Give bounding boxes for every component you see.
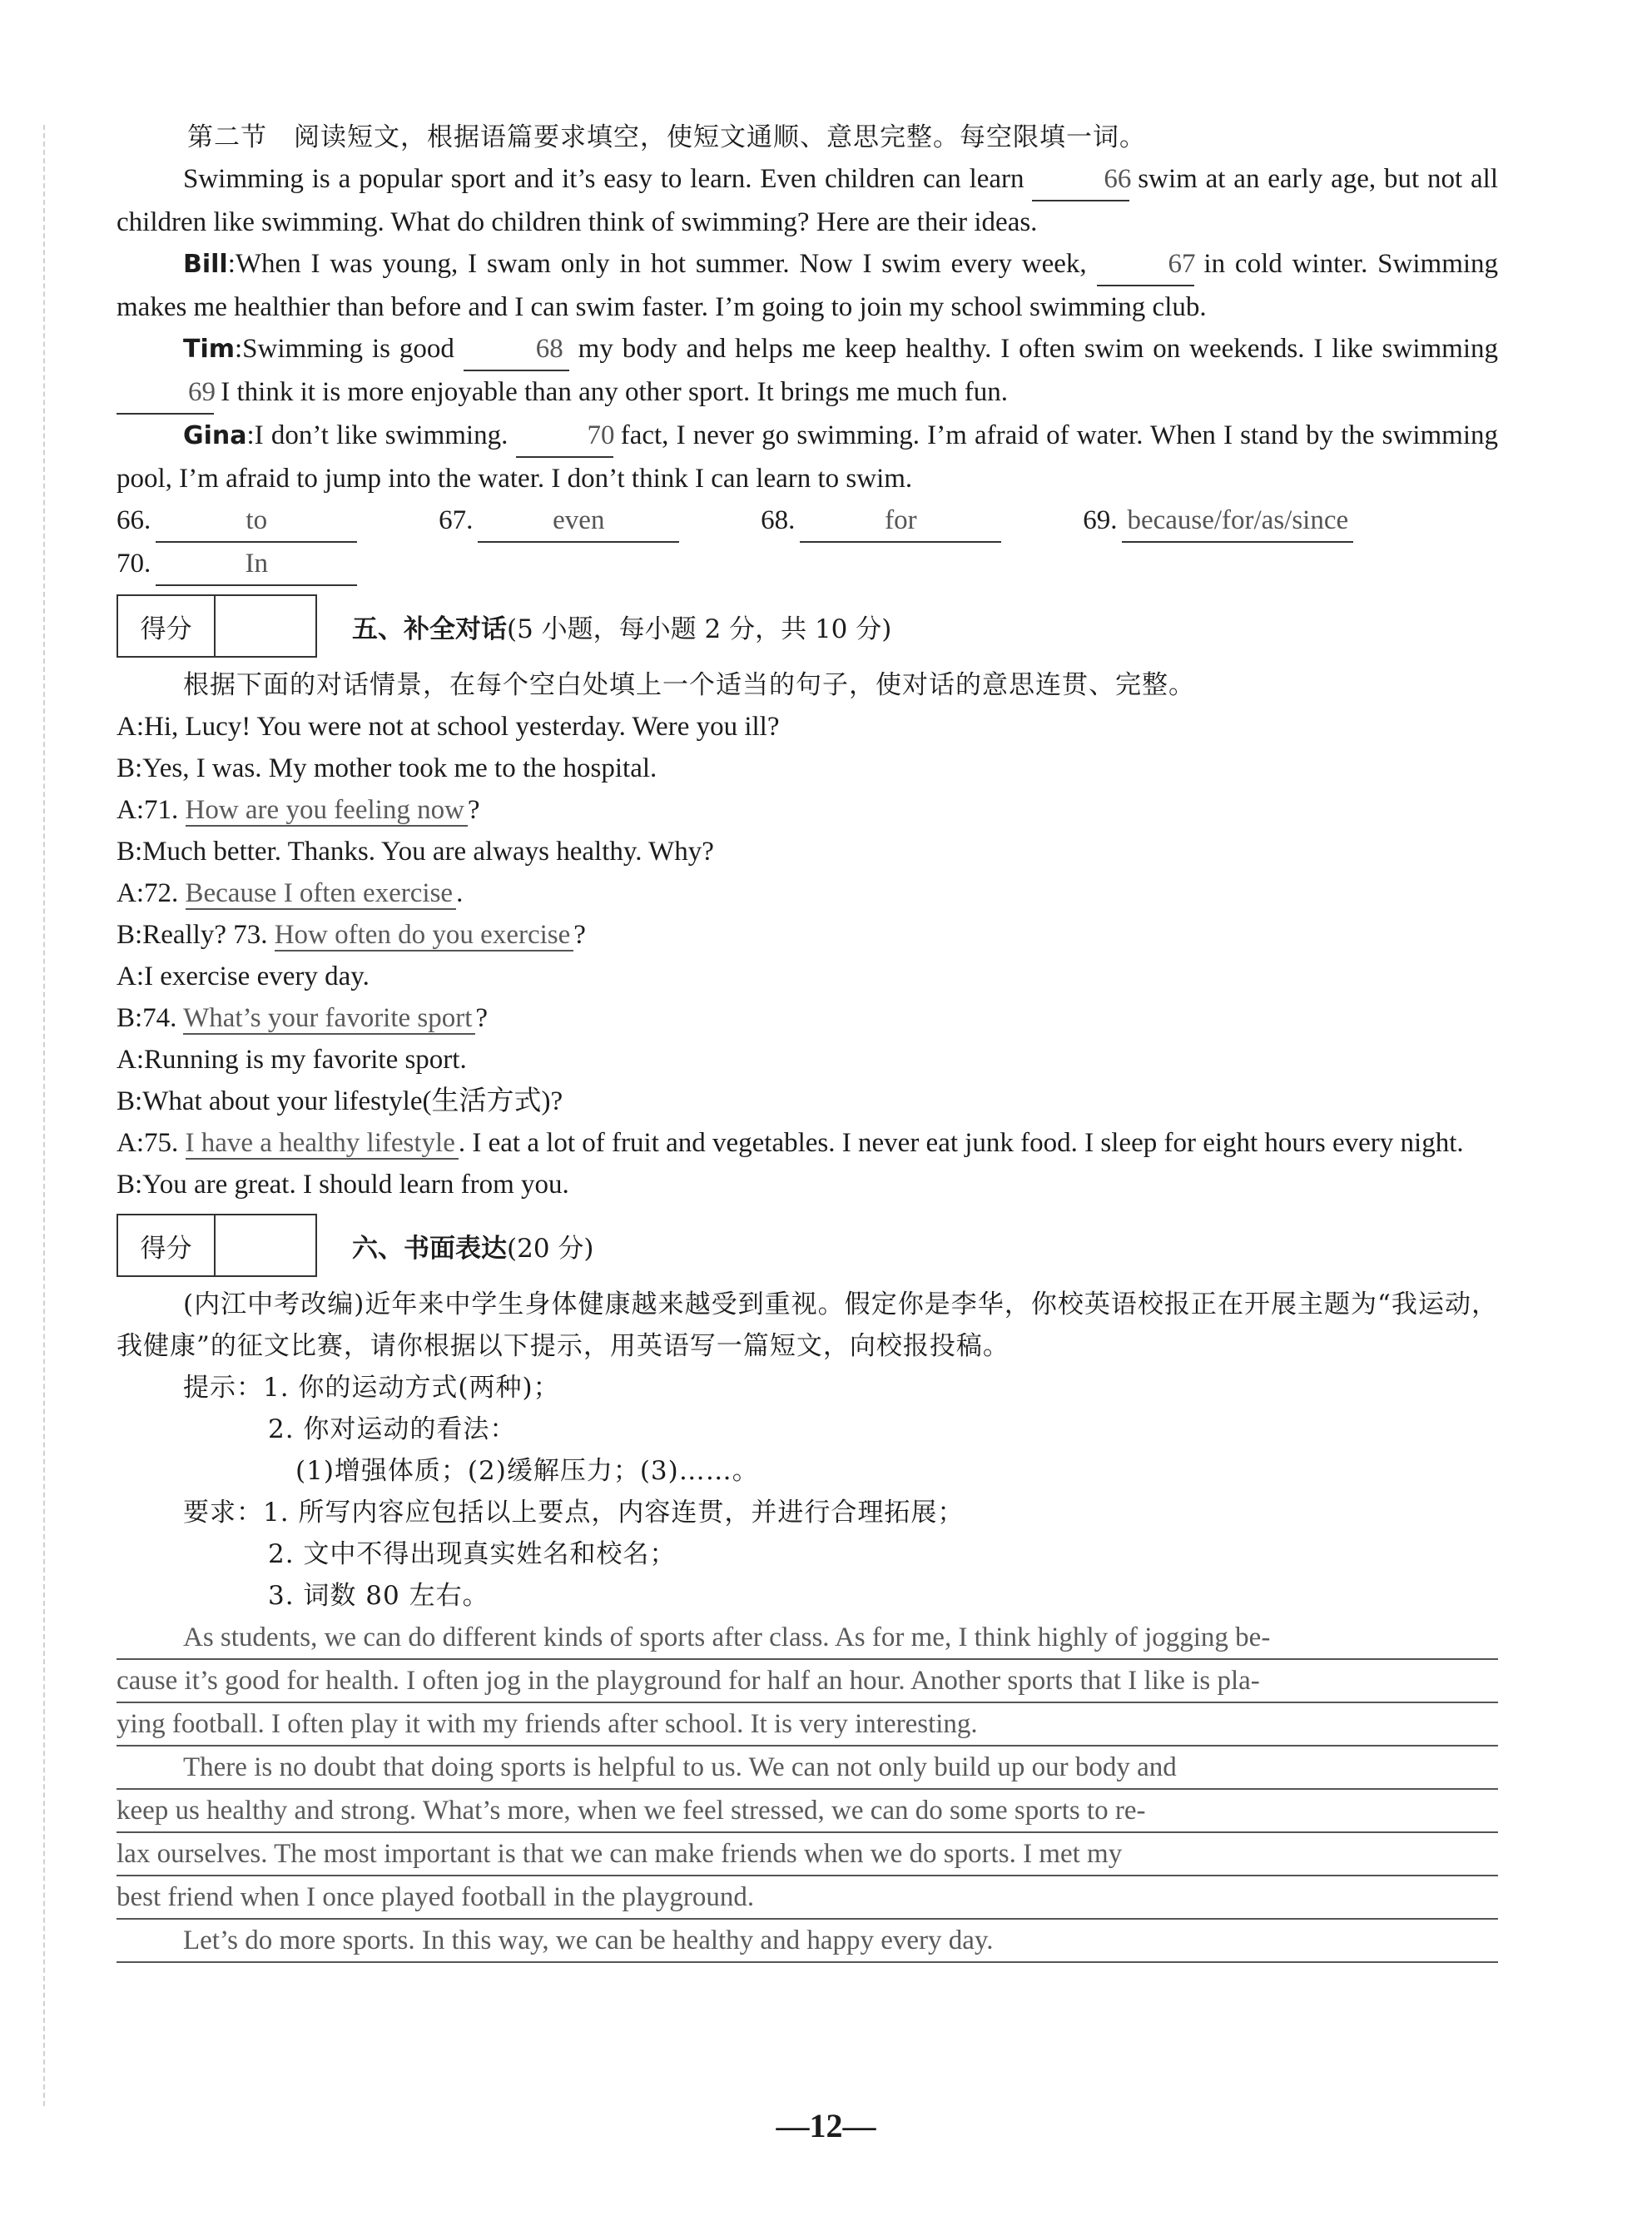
dialog-line-74: B:74. What’s your favorite sport ? — [117, 1003, 489, 1033]
dialog-line: B:Much better. Thanks. You are always healthy. Why? — [117, 837, 714, 867]
requirement-2: 2. 文中不得出现真实姓名和校名； — [268, 1539, 677, 1569]
score-box — [117, 594, 317, 658]
answer-68: 68. for — [761, 499, 1083, 543]
answer-69-field[interactable]: because/for/as/since — [1122, 499, 1353, 543]
speaker-gina: Gina — [183, 421, 247, 450]
essay-line: ying football. I often play it with my friends after school. It is very interesting. — [117, 1703, 1498, 1747]
dialog-line-75: A:75. I have a healthy lifestyle . I eat a lot of fruit and vegetables. I never eat junk food. I sleep for eight hours every night. — [117, 1128, 1464, 1158]
answer-75[interactable]: I have a healthy lifestyle — [186, 1128, 459, 1160]
section-5-instruction: 根据下面的对话情景，在每个空白处填上一个适当的句子，使对话的意思连贯、完整。 — [183, 670, 1195, 700]
page-number: —12— — [776, 2107, 876, 2144]
answer-68-field[interactable]: for — [800, 499, 1001, 543]
reading-title: 第二节 阅读短文，根据语篇要求填空，使短文通顺、意思完整。每空限填一词。 — [187, 122, 1146, 152]
dialog-line: B:You are great. I should learn from you. — [117, 1170, 569, 1200]
tim-paragraph: Tim:Swimming is good 68 my body and helps me keep healthy. I often swim on weekends. I like swimming 69 I think it is more enjoyable than any other sport. It brings me much fun. — [117, 328, 1498, 415]
answer-66: 66. to — [117, 499, 439, 543]
bill-paragraph: Bill:When I was young, I swam only in hot summer. Now I swim every week, 67 in cold winter. Swimming makes me healthier than before and I can swim faster. I’m going to join my school swimming club. — [117, 243, 1498, 328]
answer-row-2 — [117, 543, 1498, 586]
dialog-line-73: B:Really? 73. How often do you exercise ? — [117, 920, 586, 950]
blank-66[interactable]: 66 — [1032, 158, 1129, 201]
binding-margin-line — [43, 125, 45, 2106]
dialog-line-71: A:71. How are you feeling now ? — [117, 795, 480, 825]
section-6-title: 六、书面表达(20 分) — [352, 1233, 594, 1264]
section-6-header — [117, 1214, 1498, 1277]
essay-line: There is no doubt that doing sports is helpful to us. We can not only build up our body and — [117, 1747, 1498, 1790]
writing-prompt: (内江中考改编)近年来中学生身体健康越来越受到重视。假定你是李华，你校英语校报正在开展主题为“我运动，我健康”的征文比赛，请你根据以下提示，用英语写一篇短文，向校报投稿。 — [117, 1289, 1498, 1361]
score-label: 得分 — [118, 1215, 216, 1275]
score-box — [117, 1214, 317, 1277]
gina-paragraph: Gina:I don’t like swimming. 70 fact, I never go swimming. I’m afraid of water. When I stand by the swimming pool, I’m afraid to jump into the water. I don’t think I can learn to swim. — [117, 415, 1498, 499]
score-field[interactable] — [216, 596, 315, 656]
blank-70[interactable]: 70 — [516, 415, 613, 458]
answer-67: 67. even — [439, 499, 761, 543]
essay-line: As students, we can do different kinds of sports after class. As for me, I think highly of jogging be- — [117, 1617, 1498, 1660]
answer-70-field[interactable]: In — [156, 543, 357, 586]
answer-66-field[interactable]: to — [156, 499, 357, 543]
essay-line: best friend when I once played football in the playground. — [117, 1876, 1498, 1920]
dialog-line: A:Hi, Lucy! You were not at school yesterday. Were you ill? — [117, 712, 780, 742]
dialog-line: A:Running is my favorite sport. — [117, 1045, 467, 1075]
requirement-3: 3. 词数 80 左右。 — [268, 1581, 489, 1611]
essay-answer[interactable] — [117, 1617, 1498, 1963]
answer-74[interactable]: What’s your favorite sport — [183, 1003, 475, 1035]
blank-67[interactable]: 67 — [1097, 243, 1194, 286]
essay-line: Let’s do more sports. In this way, we can be healthy and happy every day. — [117, 1920, 1498, 1963]
answer-73[interactable]: How often do you exercise — [275, 920, 574, 952]
answer-71[interactable]: How are you feeling now — [186, 795, 468, 827]
answer-72[interactable]: Because I often exercise — [186, 878, 457, 910]
dialog-line-72: A:72. Because I often exercise . — [117, 878, 464, 908]
hint-3: (1)增强体质；(2)缓解压力；(3)……。 — [295, 1456, 759, 1486]
answer-row-1 — [117, 499, 1498, 543]
section-5-title: 五、补全对话(5 小题，每小题 2 分，共 10 分) — [352, 614, 892, 644]
hint-1: 提示：1. 你的运动方式(两种)； — [183, 1373, 560, 1403]
reading-intro: Swimming is a popular sport and it’s easy to learn. Even children can learn 66 swim at an early age, but not all children like swimming. What do children think of swimming? Here are their ideas. — [117, 158, 1498, 243]
essay-line: lax ourselves. The most important is that we can make friends when we do sports. I met my — [117, 1833, 1498, 1876]
blank-68[interactable]: 68 — [464, 328, 569, 371]
answer-69: 69. because/for/as/since — [1083, 499, 1498, 543]
dialog-line: B:What about your lifestyle(生活方式)? — [117, 1086, 563, 1116]
answer-67-field[interactable]: even — [478, 499, 679, 543]
dialog-line: B:Yes, I was. My mother took me to the hospital. — [117, 753, 657, 783]
answer-70: 70. In — [117, 543, 439, 586]
worksheet-page — [117, 117, 1498, 1963]
hint-2: 2. 你对运动的看法： — [268, 1414, 517, 1444]
section-5-header — [117, 594, 1498, 658]
score-label: 得分 — [118, 596, 216, 656]
score-field[interactable] — [216, 1215, 315, 1275]
essay-line: cause it’s good for health. I often jog in the playground for half an hour. Another sports that I like is pla- — [117, 1660, 1498, 1703]
essay-line: keep us healthy and strong. What’s more, when we feel stressed, we can do some sports to re- — [117, 1790, 1498, 1833]
requirement-1: 要求：1. 所写内容应包括以上要点，内容连贯，并进行合理拓展； — [183, 1498, 965, 1528]
speaker-tim: Tim — [183, 335, 236, 364]
speaker-bill: Bill — [183, 250, 228, 279]
dialog-line: A:I exercise every day. — [117, 961, 370, 991]
blank-69[interactable]: 69 — [117, 371, 214, 415]
